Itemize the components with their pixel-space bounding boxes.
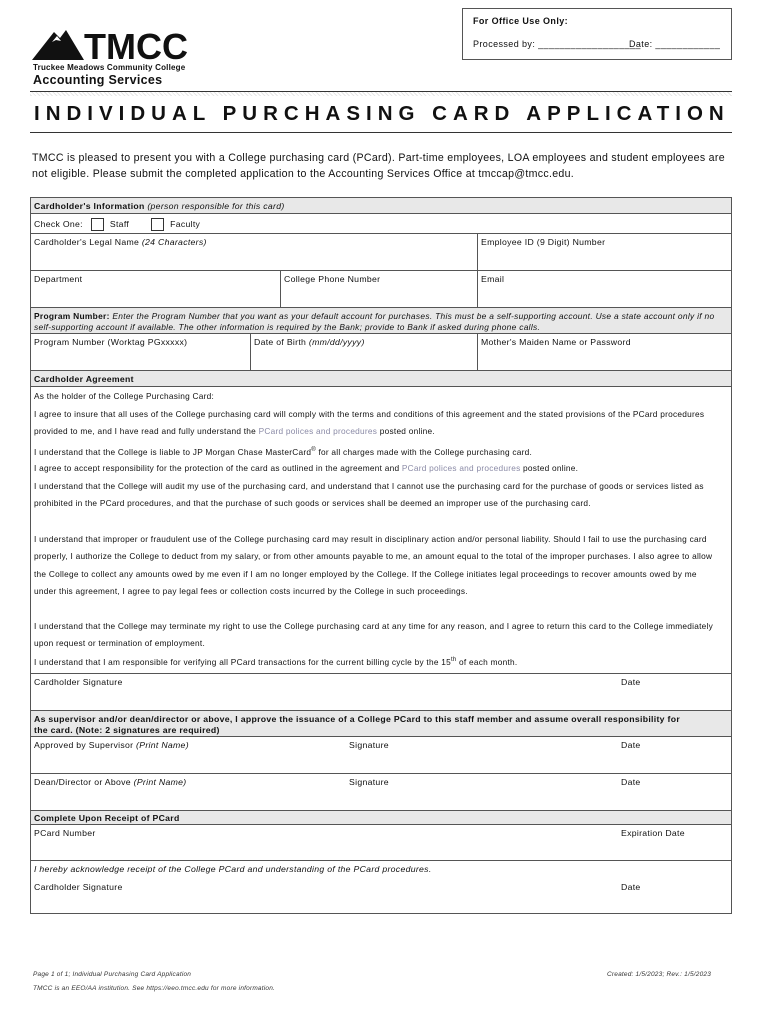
agreement-lead: As the holder of the College Purchasing Card: xyxy=(34,391,215,401)
dean-label: Dean/Director or Above xyxy=(34,777,131,787)
cardholder-info-note: (person responsible for this card) xyxy=(147,201,285,211)
college-phone-label: College Phone Number xyxy=(284,274,381,284)
approved-by-print-note: (Print Name) xyxy=(136,740,189,750)
check-one-row xyxy=(30,213,732,234)
agreement-p3: I agree to accept responsibility for the protection of the card as outlined in the agreement and PCard polices and procedures posted online. xyxy=(34,463,579,473)
dean-approval-field[interactable] xyxy=(30,773,732,811)
page-title: INDIVIDUAL PURCHASING CARD APPLICATION xyxy=(30,96,738,132)
approved-by-label: Approved by Supervisor xyxy=(34,740,134,750)
agreement-p5: I understand that improper or fraudulent use of the College purchasing card may result in disciplinary action and/or personal liability. Should I fail to use the purchasing card properly, I authorize the College to deduct from my salary, or from other amounts payable to me, an amount equal to the total of the improper purchases. I also agree to allow the College to collect any amounts owed by me even if I am no longer employed by the College. If the College initiates legal proceedings to recover amounts owed by me under this agreement, I agree to pay legal fees or collection costs incurred by the College in such proceedings. xyxy=(34,534,713,596)
cardholder-info-title: Cardholder's Information xyxy=(34,201,145,211)
legal-name-label: Cardholder's Legal Name xyxy=(34,237,140,247)
department-label: Department xyxy=(34,274,83,284)
faculty-label: Faculty xyxy=(170,218,201,229)
dean-date-label: Date xyxy=(621,777,641,787)
supervisor-header xyxy=(30,710,732,737)
acknowledge-text: I hereby acknowledge receipt of the College PCard and understanding of the PCard procedures. xyxy=(34,864,432,874)
receipt-header xyxy=(30,810,732,825)
footer-page-info: Page 1 of 1; Individual Purchasing Card Application xyxy=(33,971,192,978)
staff-label: Staff xyxy=(109,218,130,229)
title-band xyxy=(30,91,732,133)
maiden-name-field[interactable] xyxy=(477,333,732,371)
program-number-field[interactable] xyxy=(30,333,251,371)
employee-id-label: Employee ID (9 Digit) Number xyxy=(481,237,606,247)
expiration-date-label: Expiration Date xyxy=(621,828,685,838)
cardholder-signature-field[interactable] xyxy=(30,673,732,711)
program-header-note: Enter the Program Number that you want as your default account for purchases. This must be a self-supporting account. Use a state account only if no self-supporting account if available. The other information is required by the Bank; provide to Bank if asked during phone calls. xyxy=(34,311,715,332)
email-field[interactable] xyxy=(477,270,732,308)
cardholder-signature-label: Cardholder Signature xyxy=(34,677,123,687)
receipt-header-label: Complete Upon Receipt of PCard xyxy=(34,813,180,823)
intro-text: TMCC is pleased to present you with a College purchasing card (PCard). Part-time employees, LOA employees and student employees are not eligible. Please submit the completed application to the Accounting Services Office at tmccap@tmcc.edu. xyxy=(32,152,725,180)
cardholder-info-header xyxy=(30,197,732,214)
processed-by-field[interactable]: Processed by: ___________________ xyxy=(473,39,641,49)
footer-created: Created: 1/5/2023; Rev.: 1/5/2023 xyxy=(607,971,712,978)
logo-text: TMCC xyxy=(84,26,188,62)
pcard-number-field[interactable] xyxy=(30,824,732,861)
check-one-label: Check One: xyxy=(34,218,83,229)
agreement-p2: I understand that the College is liable to JP Morgan Chase MasterCard® for all charges made with the College purchasing card. xyxy=(34,446,533,457)
program-number-label: Program Number (Worktag PGxxxxx) xyxy=(34,337,188,347)
agreement-header-label: Cardholder Agreement xyxy=(34,374,134,384)
office-use-title: For Office Use Only: xyxy=(473,16,569,26)
tmcc-logo xyxy=(32,26,214,62)
supervisor-signature-label: Signature xyxy=(349,740,389,750)
legal-name-note: (24 Characters) xyxy=(141,237,207,247)
supervisor-date-label: Date xyxy=(621,740,641,750)
maiden-name-label: Mother's Maiden Name or Password xyxy=(481,337,631,347)
receipt-signature-label: Cardholder Signature xyxy=(34,882,123,892)
receipt-acknowledgement-field[interactable] xyxy=(30,860,732,914)
pcard-policies-link-1[interactable]: PCard polices and procedures xyxy=(258,426,378,437)
college-phone-field[interactable] xyxy=(280,270,478,308)
receipt-date-label: Date xyxy=(621,882,641,892)
faculty-checkbox[interactable] xyxy=(151,218,164,231)
pcard-policies-link-2[interactable]: PCard polices and procedures xyxy=(401,463,521,473)
pcard-number-label: PCard Number xyxy=(34,828,96,838)
employee-id-field[interactable] xyxy=(477,233,732,271)
college-name: Truckee Meadows Community College xyxy=(33,63,186,72)
agreement-body xyxy=(30,386,732,674)
agreement-header xyxy=(30,370,732,387)
department-field[interactable] xyxy=(30,270,281,308)
staff-checkbox[interactable] xyxy=(91,218,104,231)
program-header xyxy=(30,307,732,334)
office-use-box xyxy=(462,8,732,60)
department-name: Accounting Services xyxy=(33,73,163,87)
agreement-p4: I understand that the College will audit my use of the purchasing card, and understand that I cannot use the purchasing card for the purchase of goods or services listed as prohibited in the PCard procedures, and that the purchase of such goods or services shall be deemed an improper use of the purchasing card. xyxy=(34,481,704,509)
agreement-p6: I understand that the College may terminate my right to use the College purchasing card at any time for any reason, and I agree to return this card to the College immediately upon request or termination of employment. xyxy=(34,621,714,649)
footer-eeo: TMCC is an EEO/AA institution. See https://eeo.tmcc.edu for more information. xyxy=(33,985,276,992)
agreement-p7: I understand that I am responsible for verifying all PCard transactions for the current billing cycle by the 15th of each month. xyxy=(34,656,518,667)
dob-field[interactable] xyxy=(250,333,478,371)
email-label: Email xyxy=(481,274,505,284)
legal-name-field[interactable] xyxy=(30,233,478,271)
cardholder-date-label: Date xyxy=(621,677,641,687)
supervisor-approval-field[interactable] xyxy=(30,736,732,774)
dob-label: Date of Birth xyxy=(254,337,307,347)
office-date-field[interactable]: Date: ____________ xyxy=(629,39,721,49)
supervisor-header-text: As supervisor and/or dean/director or above, I approve the issuance of a College PCard to this staff member and assume overall responsibility for the card. (Note: 2 signatures are required) xyxy=(34,714,680,735)
agreement-p1: I agree to insure that all uses of the College purchasing card will comply with the terms and conditions of this agreement and the stated provisions of the PCard procedures provided to me, and I have read and fully understand the PCard polices and procedures posted online. xyxy=(34,409,705,437)
program-header-label: Program Number: xyxy=(34,311,110,321)
dob-note: (mm/dd/yyyy) xyxy=(308,337,365,347)
dean-print-note: (Print Name) xyxy=(133,777,187,787)
dean-signature-label: Signature xyxy=(349,777,389,787)
